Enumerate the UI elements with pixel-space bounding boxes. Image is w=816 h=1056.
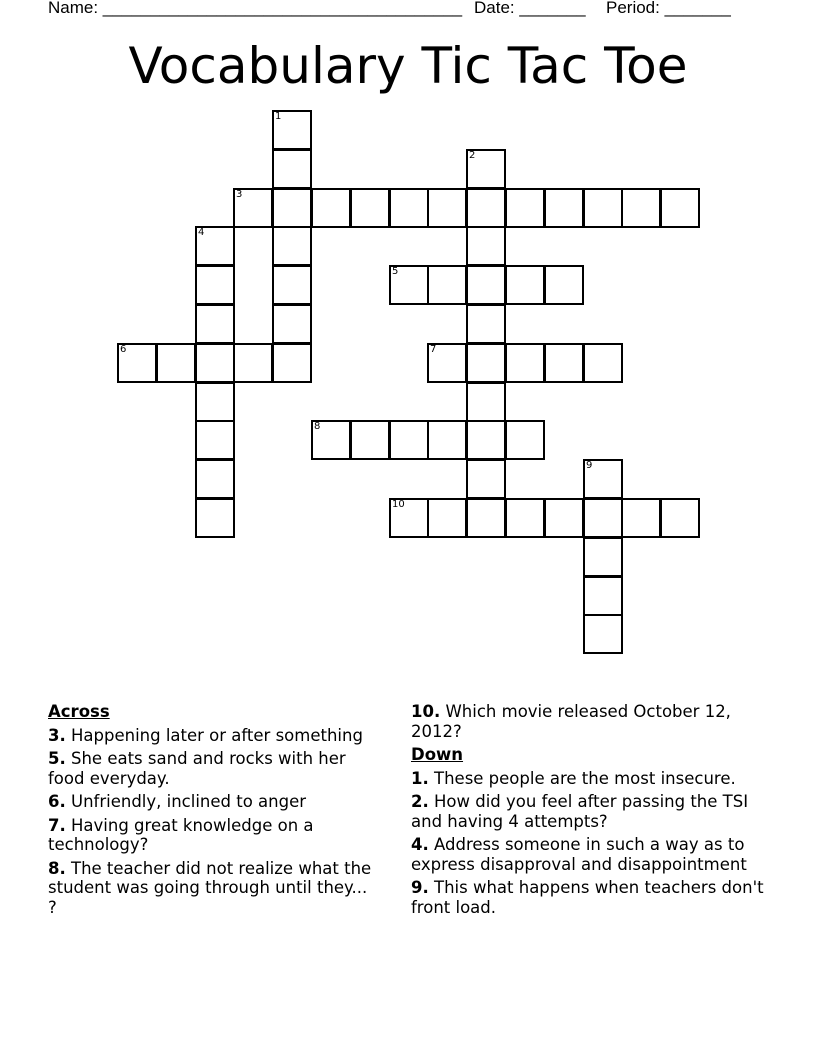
crossword-cell[interactable] [195,382,235,422]
clue-across-3 [48,726,378,746]
crossword-cell[interactable] [195,226,235,266]
crossword-cell[interactable] [583,537,623,577]
cell-number: 6 [120,344,127,355]
crossword-cell[interactable] [466,149,506,189]
crossword-cell[interactable] [544,265,584,305]
crossword-cell[interactable] [156,343,196,383]
clue-text: Which movie released October 12, 2012? [411,702,731,741]
crossword-cell[interactable] [272,188,312,228]
clue-across-7 [48,816,378,855]
crossword-cell[interactable] [272,265,312,305]
crossword-cell[interactable] [350,188,390,228]
crossword-cell[interactable] [311,188,351,228]
crossword-cell[interactable] [427,420,467,460]
clue-number: 5. [48,749,66,768]
crossword-cell[interactable] [389,265,429,305]
clue-number: 7. [48,815,66,835]
cell-number: 9 [586,460,593,471]
clue-text: Happening later or after something [71,725,363,745]
clue-text: How did you feel after passing the TSI and having 4 attempts? [411,792,749,831]
clue-text: Having great knowledge on a technology? [48,815,314,854]
across-clue-list [48,726,378,918]
cell-number: 5 [392,266,399,277]
crossword-cell[interactable] [195,420,235,460]
crossword-cell[interactable] [427,188,467,228]
crossword-cell[interactable] [505,498,545,538]
crossword-cell[interactable] [233,343,273,383]
clue-down-4 [411,835,771,874]
crossword-cell[interactable] [272,110,312,150]
crossword-cell[interactable] [621,498,661,538]
cell-number: 8 [314,421,321,432]
clues-right-column [411,702,771,921]
crossword-cell[interactable] [272,343,312,383]
clue-across-8 [48,859,378,918]
cell-number: 2 [469,150,476,161]
crossword-cell[interactable] [583,614,623,654]
period-field[interactable]: Period: _______ [606,0,731,17]
crossword-cell[interactable] [505,188,545,228]
crossword-cell[interactable] [466,420,506,460]
name-field[interactable]: Name: ______________________________________ [48,0,463,17]
crossword-cell[interactable] [311,420,351,460]
crossword-cell[interactable] [195,343,235,383]
clue-across-5 [48,749,378,788]
clue-number: 2. [411,792,429,811]
crossword-cell[interactable] [505,420,545,460]
crossword-cell[interactable] [583,188,623,228]
crossword-cell[interactable] [583,576,623,616]
clue-text: She eats sand and rocks with her food everyday. [48,749,346,788]
across-heading: Across [48,702,110,721]
clue-text: This what happens when teachers don't front load. [411,878,764,917]
crossword-cell[interactable] [427,265,467,305]
clue-number: 1. [411,768,429,788]
crossword-cell[interactable] [389,420,429,460]
crossword-cell[interactable] [272,226,312,266]
clue-down-9 [411,878,771,917]
crossword-cell[interactable] [427,343,467,383]
clue-text: These people are the most insecure. [434,768,736,788]
page-title: Vocabulary Tic Tac Toe [128,37,688,95]
crossword-cell[interactable] [544,188,584,228]
cell-number: 3 [236,189,243,200]
crossword-cell[interactable] [350,420,390,460]
clue-number: 3. [48,725,66,745]
crossword-cell[interactable] [583,459,623,499]
down-clue-list [411,769,771,918]
clue-text: The teacher did not realize what the student was going through until they... ? [48,858,372,917]
crossword-cell[interactable] [466,265,506,305]
clue-number: 4. [411,835,429,854]
crossword-cell[interactable] [195,498,235,538]
crossword-cell[interactable] [583,343,623,383]
crossword-cell[interactable] [466,382,506,422]
crossword-cell[interactable] [583,498,623,538]
date-field[interactable]: Date: _______ [474,0,586,17]
crossword-cell[interactable] [389,188,429,228]
crossword-cell[interactable] [466,498,506,538]
crossword-cell[interactable] [660,498,700,538]
crossword-cell[interactable] [466,226,506,266]
crossword-cell[interactable] [195,265,235,305]
crossword-cell[interactable] [505,343,545,383]
clue-down-1 [411,769,771,789]
crossword-cell[interactable] [233,188,273,228]
cell-number: 10 [392,499,405,510]
cell-number: 1 [275,111,282,122]
crossword-cell[interactable] [117,343,157,383]
crossword-cell[interactable] [660,188,700,228]
clue-text: Address someone in such a way as to express disapproval and disappointment [411,835,747,874]
clue-across-6 [48,792,378,812]
clues-left-column [48,702,378,921]
crossword-cell[interactable] [272,149,312,189]
clue-text: Unfriendly, inclined to anger [71,792,307,811]
clue-down-2 [411,792,771,831]
crossword-cell[interactable] [466,459,506,499]
crossword-cell[interactable] [427,498,467,538]
crossword-cell[interactable] [621,188,661,228]
crossword-cell[interactable] [466,188,506,228]
clue-number: 6. [48,792,66,811]
crossword-cell[interactable] [544,498,584,538]
crossword-cell[interactable] [466,304,506,344]
down-heading: Down [411,745,464,764]
crossword-cell[interactable] [389,498,429,538]
clue-across-10 [411,702,771,741]
cell-number: 4 [198,227,205,238]
crossword-cell[interactable] [272,304,312,344]
crossword-cell[interactable] [544,343,584,383]
crossword-cell[interactable] [466,343,506,383]
crossword-cell[interactable] [195,304,235,344]
crossword-cell[interactable] [505,265,545,305]
crossword-cell[interactable] [195,459,235,499]
clue-number: 8. [48,858,66,878]
clue-number: 9. [411,878,429,897]
cell-number: 7 [430,344,437,355]
clue-number: 10. [411,702,441,721]
